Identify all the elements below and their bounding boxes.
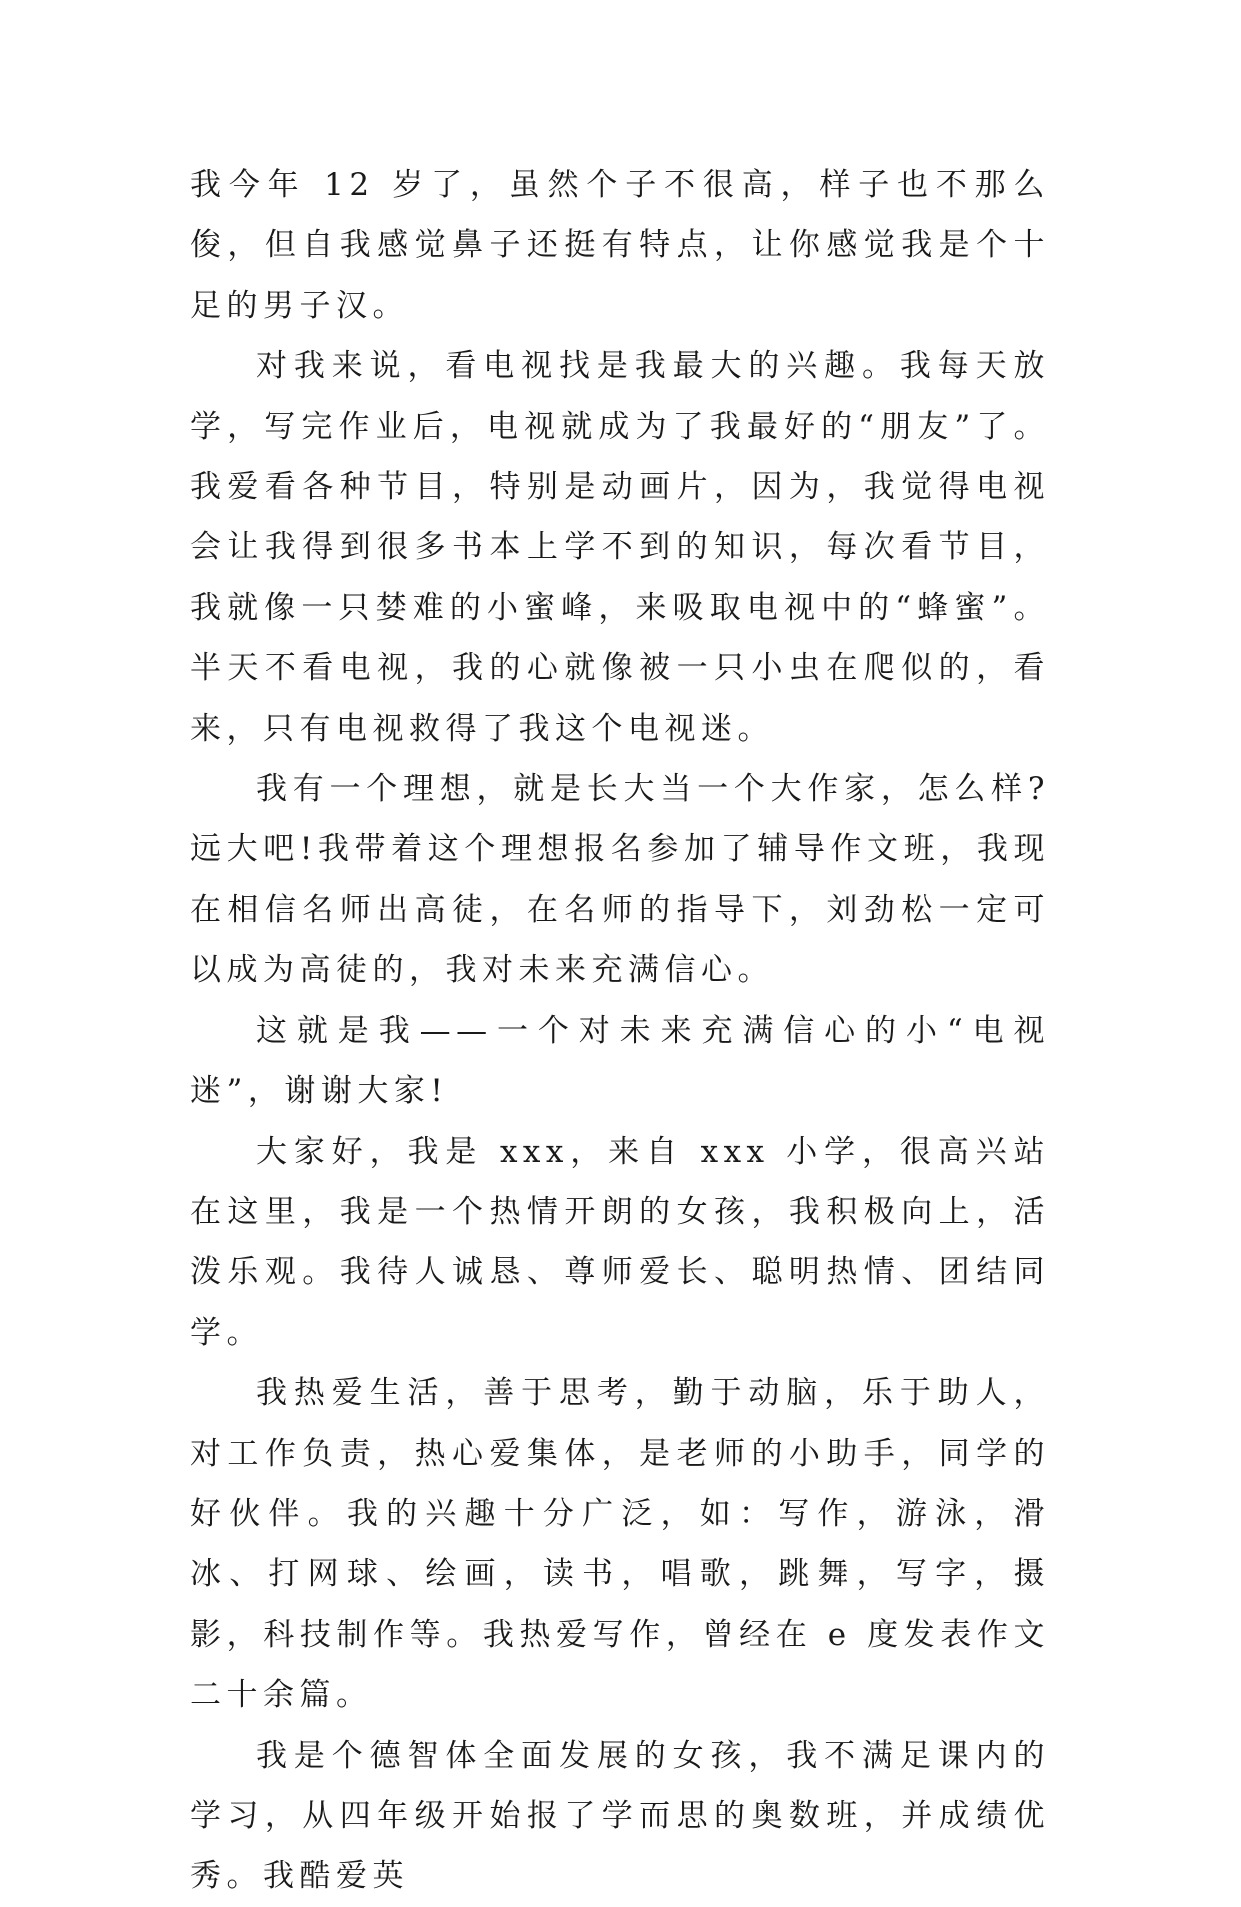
paragraph: 我有一个理想，就是长大当一个大作家，怎么样?远大吧!我带着这个理想报名参加了辅导作文班，我现在相信名师出高徒，在名师的指导下，刘劲松一定可以成为高徒的，我对未来充满信心。 — [190, 771, 1050, 989]
paragraph: 我今年 12 岁了，虽然个子不很高，样子也不那么俊，但自我感觉鼻子还挺有特点，让你感觉我是个十足的男子汉。 — [190, 167, 1050, 324]
paragraph: 我热爱生活，善于思考，勤于动脑，乐于助人，对工作负责，热心爱集体，是老师的小助手，同学的好伙伴。我的兴趣十分广泛，如：写作，游泳，滑冰、打网球、绘画，读书，唱歌，跳舞，写字，摄影，科技制作等。我热爱写作，曾经在 e 度发表作文二十余篇。 — [190, 1375, 1050, 1714]
paragraph: 对我来说，看电视找是我最大的兴趣。我每天放学，写完作业后，电视就成为了我最好的“朋友”了。我爱看各种节目，特别是动画片，因为，我觉得电视会让我得到很多书本上学不到的知识，每次看节目，我就像一只婪难的小蜜峰，来吸取电视中的“蜂蜜”。半天不看电视，我的心就像被一只小虫在爬似的，看来，只有电视救得了我这个电视迷。 — [190, 348, 1050, 747]
document-body — [190, 155, 1050, 1907]
paragraph: 大家好，我是 xxx，来自 xxx 小学，很高兴站在这里，我是一个热情开朗的女孩，我积极向上，活泼乐观。我待人诚恳、尊师爱长、聪明热情、团结同学。 — [190, 1133, 1050, 1351]
paragraph: 我是个德智体全面发展的女孩，我不满足课内的学习，从四年级开始报了学而思的奥数班，并成绩优秀。我酷爱英 — [190, 1737, 1050, 1895]
paragraph: 这就是我——一个对未来充满信心的小“电视迷”，谢谢大家! — [190, 1012, 1050, 1110]
